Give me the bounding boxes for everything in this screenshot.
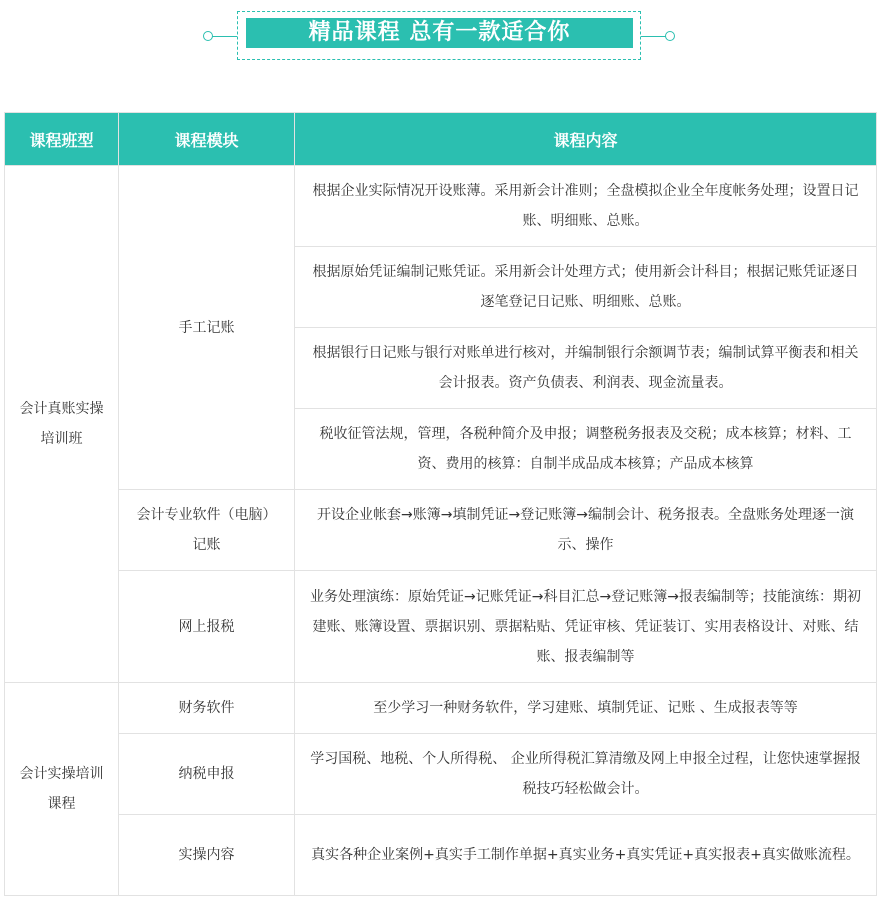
banner-line-left [212,36,237,37]
banner-dot-left [203,31,213,41]
course-table [4,112,877,896]
class-type-cell: 会计实操培训课程 [5,683,119,896]
table-row [5,815,877,896]
banner-area [0,0,881,70]
content-cell: 根据企业实际情况开设账薄。采用新会计准则；全盘模拟企业全年度帐务处理；设置日记账、明细账、总账。 [295,166,877,247]
table-row [5,734,877,815]
module-cell: 会计专业软件（电脑）记账 [119,490,295,571]
class-type-cell: 会计真账实操培训班 [5,166,119,683]
table-row [5,490,877,571]
content-cell: 至少学习一种财务软件，学习建账、填制凭证、记账 、生成报表等等 [295,683,877,734]
table-row [5,571,877,683]
content-cell: 学习国税、地税、个人所得税、 企业所得税汇算清缴及网上申报全过程，让您快速掌握报税技巧轻松做会计。 [295,734,877,815]
header-row [5,113,877,166]
content-cell: 税收征管法规，管理，各税种简介及申报；调整税务报表及交税；成本核算；材料、工资、费用的核算：自制半成品成本核算；产品成本核算 [295,409,877,490]
module-cell: 网上报税 [119,571,295,683]
module-cell: 实操内容 [119,815,295,896]
content-cell: 开设企业帐套→账簿→填制凭证→登记账簿→编制会计、税务报表。全盘账务处理逐一演示、操作 [295,490,877,571]
module-cell: 财务软件 [119,683,295,734]
banner-title: 精品课程 总有一款适合你 [246,18,633,48]
banner-line-right [641,36,666,37]
module-cell: 纳税申报 [119,734,295,815]
content-cell: 业务处理演练：原始凭证→记账凭证→科目汇总→登记账簿→报表编制等；技能演练：期初建账、账簿设置、票据识别、票据粘贴、凭证审核、凭证装订、实用表格设计、对账、结账、报表编制等 [295,571,877,683]
table-row [5,683,877,734]
content-cell: 根据原始凭证编制记账凭证。采用新会计处理方式；使用新会计科目；根据记账凭证逐日逐笔登记日记账、明细账、总账。 [295,247,877,328]
content-cell: 真实各种企业案例+真实手工制作单据+真实业务+真实凭证+真实报表+真实做账流程。 [295,815,877,896]
module-cell: 手工记账 [119,166,295,490]
content-cell: 根据银行日记账与银行对账单进行核对，并编制银行余额调节表；编制试算平衡表和相关会计报表。资产负债表、利润表、现金流量表。 [295,328,877,409]
table-row [5,166,877,247]
header-module: 课程模块 [119,113,295,166]
header-class-type: 课程班型 [5,113,119,166]
header-content: 课程内容 [295,113,877,166]
banner-dot-right [665,31,675,41]
